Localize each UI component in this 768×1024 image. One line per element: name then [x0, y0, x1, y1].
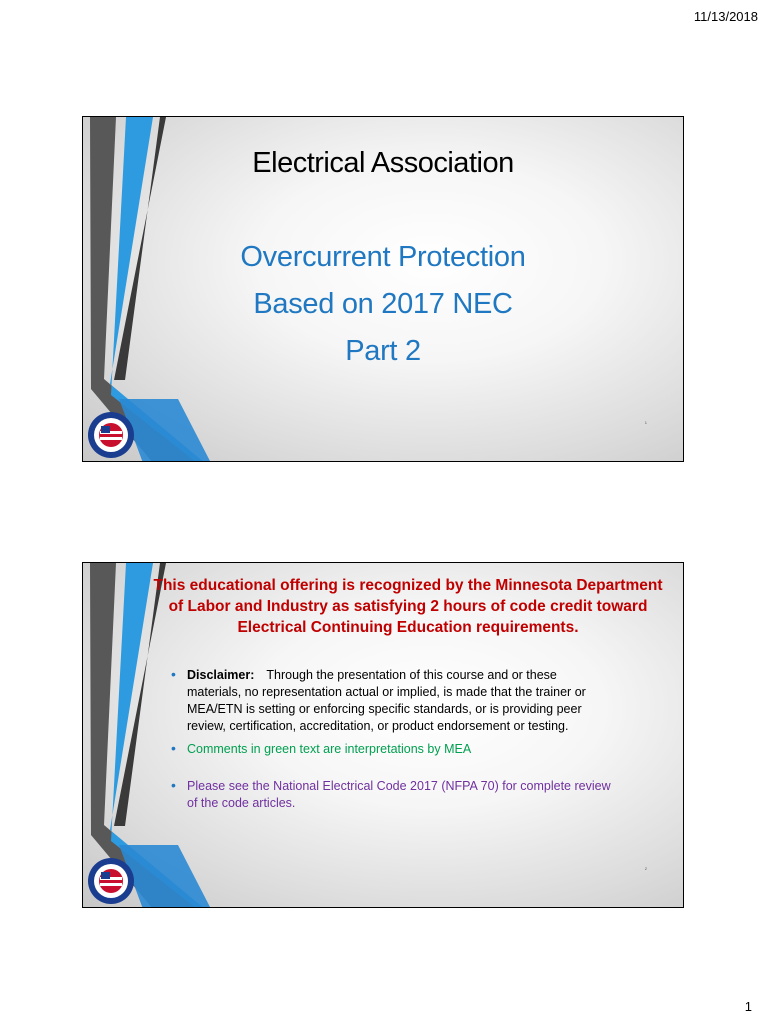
- disclaimer-text: Through the presentation of this course and or these materials, no representation actual or implied, is made that the trainer or MEA/ETN is setting or enforcing specific standards, or is providing peer review, certification, accreditation, or product endorsement or testing.: [187, 668, 586, 733]
- electrical-association-seal-icon: [87, 411, 135, 459]
- disclaimer-bullet: [171, 667, 611, 735]
- slide-number: 2: [644, 866, 647, 871]
- slide-number: 1: [644, 420, 647, 425]
- slide-title: Electrical Association: [252, 147, 514, 179]
- green-comment-bullet: [171, 741, 611, 758]
- slide-2: [82, 562, 684, 908]
- ce-credit-notice: This educational offering is recognized by the Minnesota Department of Labor and Industry as satisfying 2 hours of code credit toward Electrical Continuing Education requirements.: [153, 577, 663, 636]
- bullet-icon: •: [171, 777, 176, 793]
- bullet-icon: •: [171, 666, 176, 682]
- slide-subtitle-line: Based on 2017 NEC: [253, 288, 513, 320]
- electrical-association-seal-icon: [87, 857, 135, 905]
- nec-reference-text: Please see the National Electrical Code 2017 (NFPA 70) for complete review of the code articles.: [187, 779, 611, 810]
- nec-reference-bullet: [171, 778, 611, 812]
- disclaimer-label: Disclaimer:: [187, 668, 255, 682]
- page-number: 1: [744, 999, 752, 1014]
- slide-subtitle-line: Part 2: [345, 335, 421, 367]
- green-comment-text: Comments in green text are interpretations by MEA: [187, 742, 472, 756]
- bullet-icon: •: [171, 740, 176, 756]
- slide-1: [82, 116, 684, 462]
- bullet-list: [171, 667, 611, 818]
- page-date: 11/13/2018: [693, 9, 758, 24]
- slide-subtitle-line: Overcurrent Protection: [240, 241, 526, 273]
